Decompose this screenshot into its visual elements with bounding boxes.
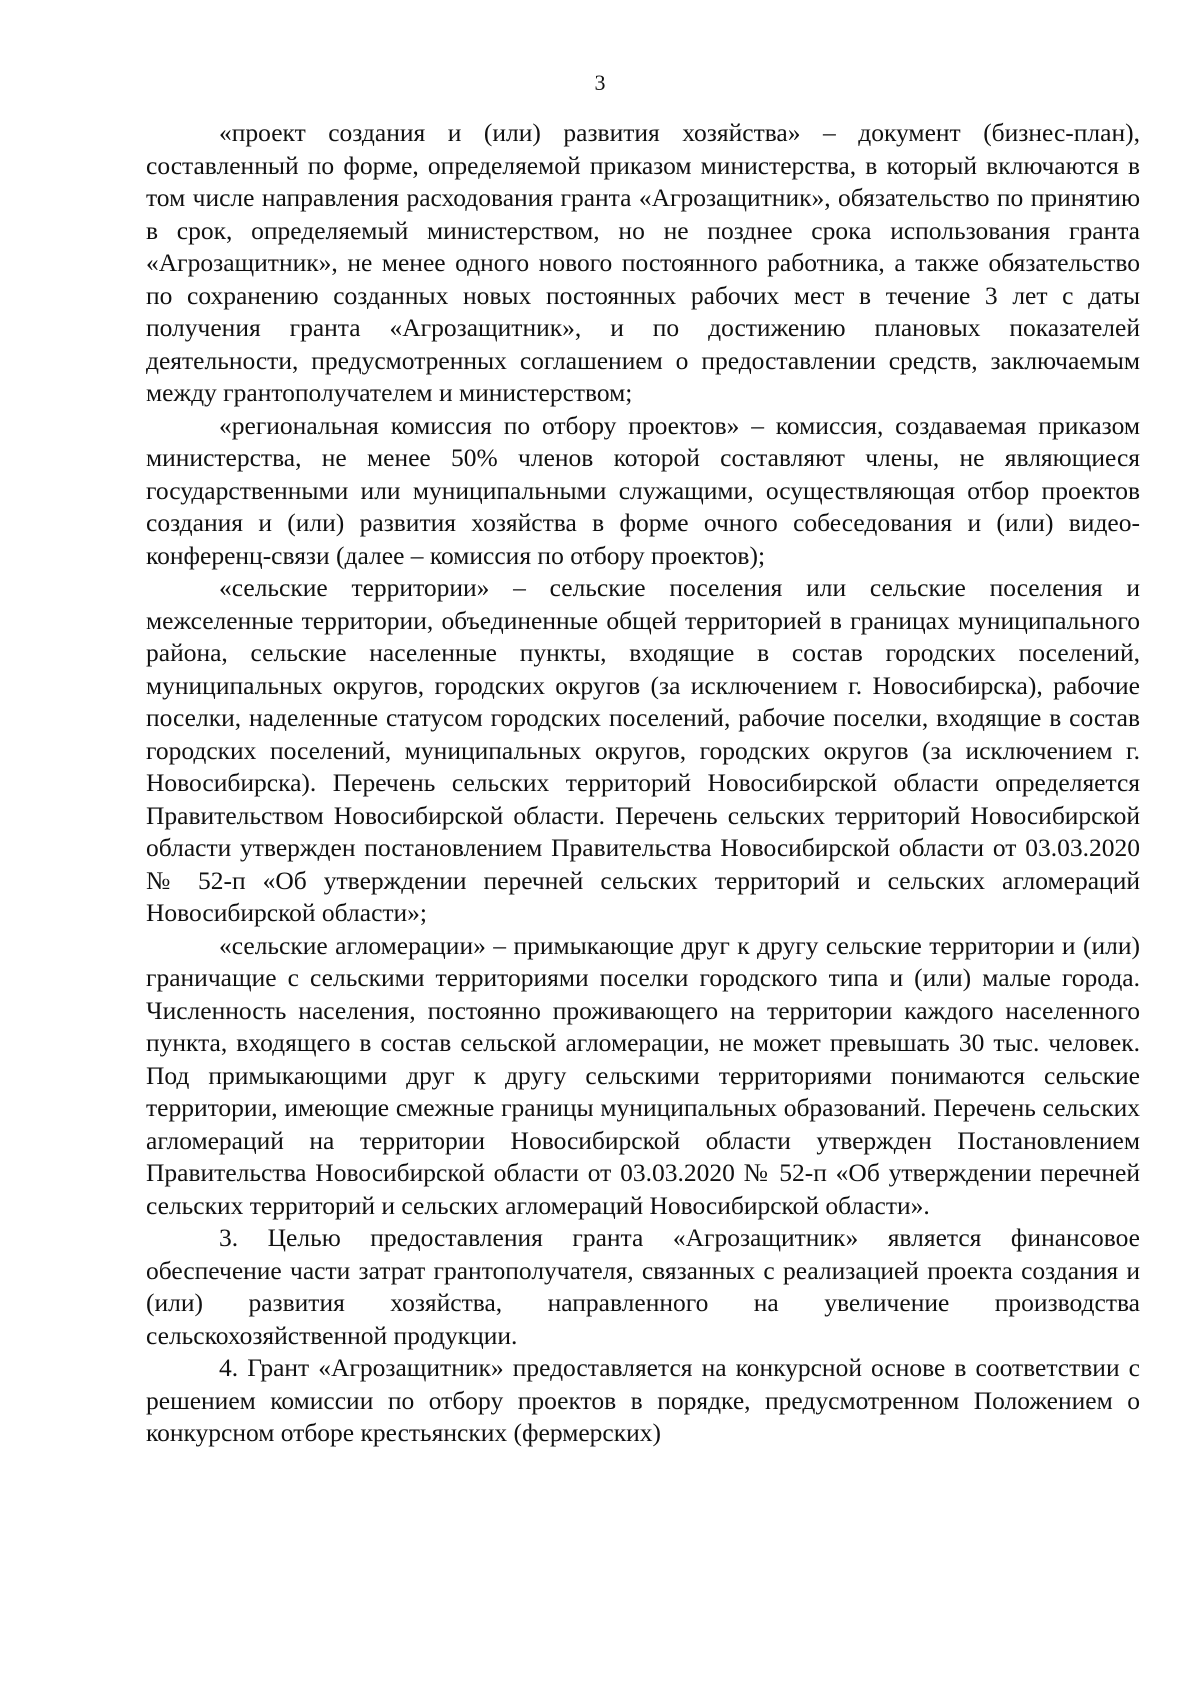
paragraph-clause-3: 3. Целью предоставления гранта «Агрозащитник» является финансовое обеспечение части затрат грантополучателя, связанных с реализацией проекта создания и (или) развития хозяйства, направленного на увеличение производства сельскохозяйственной продукции. <box>146 1223 1140 1350</box>
paragraph-clause-4: 4. Грант «Агрозащитник» предоставляется на конкурсной основе в соответствии с решением комиссии по отбору проектов в порядке, предусмотренном Положением о конкурсном отборе крестьянских (фермерских) <box>146 1353 1140 1447</box>
paragraph-rural-territories-definition: «сельские территории» – сельские поселения или сельские поселения и межселенные территории, объединенные общей территорией в границах муниципального района, сельские населенные пункты, входящие в состав городских поселений, муниципальных округов, городских округов (за исключением г. Новосибирска), рабочие поселки, наделенные статусом городских поселений, рабочие поселки, входящие в состав городских поселений, муниципальных округов, городских округов (за исключением г. Новосибирска). Перечень сельских территорий Новосибирской области определяется Правительством Новосибирской области. Перечень сельских территорий Новосибирской области утвержден постановлением Правительства Новосибирской области от 03.03.2020 № 52-п «Об утверждении перечней сельских территорий и сельских агломераций Новосибирской области»; <box>146 573 1140 927</box>
paragraph-rural-agglomerations-definition: «сельские агломерации» – примыкающие друг к другу сельские территории и (или) граничащие с сельскими территориями поселки городского типа и (или) малые города. Численность населения, постоянно проживающего на территории каждого населенного пункта, входящего в состав сельской агломерации, не может превышать 30 тыс. человек. Под примыкающими друг к другу сельскими территориями понимаются сельские территории, имеющие смежные границы муниципальных образований. Перечень сельских агломераций на территории Новосибирской области утвержден Постановлением Правительства Новосибирской области от 03.03.2020 № 52-п «Об утверждении перечней сельских территорий и сельских агломераций Новосибирской области». <box>146 930 1140 1220</box>
paragraph-project-definition: «проект создания и (или) развития хозяйства» – документ (бизнес-план), составленный по форме, определяемой приказом министерства, в который включаются в том числе направления расходования гранта «Агрозащитник», обязательство по принятию в срок, определяемый министерством, но не позднее срока использования гранта «Агрозащитник», не менее одного нового постоянного работника, а также обязательство по сохранению созданных новых постоянных рабочих мест в течение 3 лет с даты получения гранта «Агрозащитник», и по достижению плановых показателей деятельности, предусмотренных соглашением о предоставлении средств, заключаемым между грантополучателем и министерством; <box>146 118 1140 407</box>
document-body <box>146 117 1140 1450</box>
page-number: 3 <box>594 70 606 95</box>
paragraph-regional-commission-definition: «региональная комиссия по отбору проектов» – комиссия, создаваемая приказом министерства, не менее 50% членов которой составляют члены, не являющиеся государственными или муниципальными служащими, осуществляющая отбор проектов создания и (или) развития хозяйства в форме очного собеседования и (или) видео-конференц-связи (далее – комиссия по отбору проектов); <box>146 410 1140 570</box>
